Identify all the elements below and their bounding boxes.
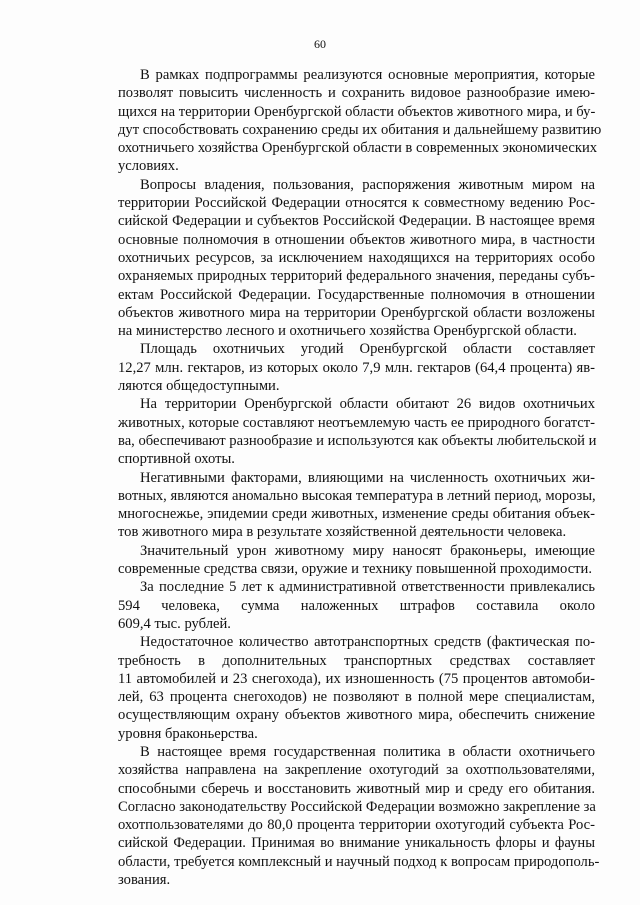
text-line: условиях. xyxy=(118,158,179,175)
text-line: Вопросы владения, пользования, распоряжения животным миром на xyxy=(140,176,595,193)
text-line: территории Российской Федерации относятся к совместному ведению Рос- xyxy=(118,195,595,212)
text-line: дут способствовать сохранению среды их обитания и дальнейшему развитию xyxy=(118,121,602,138)
paragraph xyxy=(118,633,595,743)
text-line: ляются общедоступными. xyxy=(118,378,280,395)
text-line: 609,4 тыс. рублей. xyxy=(118,615,231,632)
text-line: основные полномочия в отношении объектов животного мира, в частности xyxy=(118,231,595,248)
text-line: вотных, являются аномально высокая температура в летний период, морозы, xyxy=(118,487,596,504)
text-line: ектам Российской Федерации. Государственные полномочия в отношении xyxy=(118,286,595,303)
body-text xyxy=(118,66,602,889)
text-line: Площадь охотничьих угодий Оренбургской области составляет xyxy=(140,341,595,358)
text-line: щихся на территории Оренбургской области объектов животного мира, и бу- xyxy=(118,103,596,120)
text-line: современные средства связи, оружие и технику повышенной проходимости. xyxy=(118,561,593,578)
text-line: 12,27 млн. гектаров, из которых около 7,9 млн. гектаров (64,4 процента) яв- xyxy=(118,359,595,376)
text-line: 594 человека, сумма наложенных штрафов составила около xyxy=(118,597,595,614)
text-line: Недостаточное количество автотранспортных средств (фактическая по- xyxy=(140,634,595,651)
text-line: Значительный урон животному миру наносят браконьеры, имеющие xyxy=(140,542,595,559)
text-line: ва, обеспечивают разнообразие и используются как объекты любительской и xyxy=(118,432,597,449)
text-line: охотничьих ресурсов, за исключением находящихся на территориях особо xyxy=(118,249,595,266)
text-line: Негативными факторами, влияющими на численность охотничьих жи- xyxy=(140,469,595,486)
text-line: За последние 5 лет к административной ответственности привлекались xyxy=(140,579,595,596)
text-line: спортивной охоты. xyxy=(118,451,235,468)
text-line: хозяйства направлена на закрепление охотугодий за охотпользователями, xyxy=(118,762,595,779)
text-line: охраняемых природных территорий федерального значения, переданы субъ- xyxy=(118,268,595,285)
text-line: сийской Федерации и субъектов Российской Федерации. В настоящее время xyxy=(118,213,595,230)
text-line: уровня браконьерства. xyxy=(118,725,258,742)
text-line: охотничьего хозяйства Оренбургской области в современных экономических xyxy=(118,140,598,157)
paragraph xyxy=(118,176,595,341)
paragraph xyxy=(118,578,595,633)
paragraph xyxy=(118,340,595,395)
text-line: На территории Оренбургской области обитают 26 видов охотничьих xyxy=(140,396,595,413)
text-line: объектов животного мира на территории Оренбургской области возложены xyxy=(118,304,595,321)
paragraph xyxy=(118,542,595,579)
text-line: требность в дополнительных транспортных средствах составляет xyxy=(118,652,595,669)
text-line: на министерство лесного и охотничьего хозяйства Оренбургской области. xyxy=(118,323,577,340)
text-line: тов животного мира в результате хозяйственной деятельности человека. xyxy=(118,524,567,541)
text-line: 11 автомобилей и 23 снегохода), их изношенность (75 процентов автомоби- xyxy=(118,670,595,687)
text-line: сийской Федерации. Принимая во внимание уникальность флоры и фауны xyxy=(118,835,595,852)
text-line: лей, 63 процента снегоходов) не позволяют в полной мере специалистам, xyxy=(118,689,595,706)
text-line: способными сберечь и восстановить животный мир и среду его обитания. xyxy=(118,780,595,797)
text-line: В рамках подпрограммы реализуются основные мероприятия, которые xyxy=(140,67,595,83)
paragraph xyxy=(118,743,600,889)
text-line: многоснежье, эпидемии среди животных, изменение среды обитания объек- xyxy=(118,506,595,523)
text-line: позволят повысить численность и сохранить видовое разнообразие имею- xyxy=(118,85,595,102)
text-line: В настоящее время государственная политика в области охотничьего xyxy=(140,743,595,760)
text-line: области, требуется комплексный и научный подход к вопросам природополь- xyxy=(118,853,600,870)
text-line: зования. xyxy=(118,872,171,889)
page-number: 60 xyxy=(314,37,326,51)
paragraph xyxy=(118,395,595,468)
paragraph xyxy=(118,469,595,542)
text-line: Согласно законодательству Российской Федерации возможно закрепление за xyxy=(118,798,596,815)
text-line: животных, которые составляют неотъемлемую часть ее природного богатст- xyxy=(118,414,595,431)
text-line: осуществляющим охрану объектов животного мира, обеспечить снижение xyxy=(118,707,595,724)
paragraph xyxy=(118,66,602,176)
text-line: охотпользователями до 80,0 процента территории охотугодий субъекта Рос- xyxy=(118,817,595,834)
